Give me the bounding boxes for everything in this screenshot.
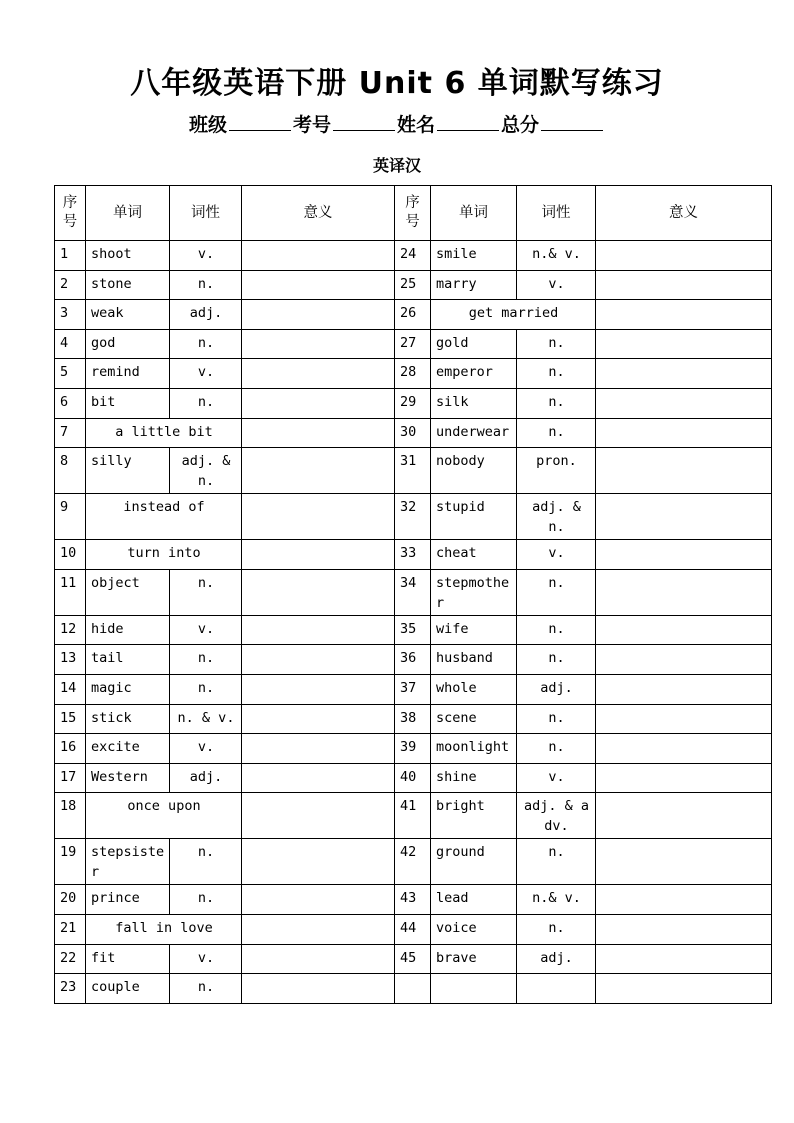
part-of-speech-cell: n. — [170, 388, 242, 418]
item-number: 3 — [55, 300, 86, 330]
meaning-answer-cell[interactable] — [242, 704, 395, 734]
meaning-answer-cell[interactable] — [242, 494, 395, 540]
part-of-speech-cell: n. — [170, 974, 242, 1004]
item-number: 7 — [55, 418, 86, 448]
part-of-speech-cell: v. — [517, 763, 596, 793]
item-number: 22 — [55, 944, 86, 974]
item-number: 8 — [55, 448, 86, 494]
meaning-answer-cell[interactable] — [242, 734, 395, 764]
part-of-speech-cell: adj. & n. — [517, 494, 596, 540]
meaning-answer-cell[interactable] — [596, 418, 772, 448]
item-number: 32 — [395, 494, 431, 540]
meaning-answer-cell[interactable] — [596, 448, 772, 494]
empty-pos-cell — [517, 974, 596, 1004]
table-row — [55, 674, 772, 704]
item-number: 5 — [55, 359, 86, 389]
word-cell: couple — [86, 974, 170, 1004]
table-row — [55, 839, 772, 885]
word-cell: magic — [86, 674, 170, 704]
part-of-speech-cell: n. — [517, 329, 596, 359]
meaning-answer-cell[interactable] — [242, 241, 395, 271]
word-cell: gold — [431, 329, 517, 359]
meaning-answer-cell[interactable] — [242, 914, 395, 944]
word-cell: hide — [86, 615, 170, 645]
word-cell: brave — [431, 944, 517, 974]
table-row — [55, 704, 772, 734]
empty-word-cell — [431, 974, 517, 1004]
part-of-speech-cell: n. & v. — [170, 704, 242, 734]
table-row — [55, 241, 772, 271]
meaning-answer-cell[interactable] — [242, 448, 395, 494]
word-cell: stupid — [431, 494, 517, 540]
table-row — [55, 494, 772, 540]
meaning-answer-cell[interactable] — [242, 793, 395, 839]
meaning-answer-cell[interactable] — [242, 674, 395, 704]
phrase-cell: instead of — [86, 494, 242, 540]
item-number: 45 — [395, 944, 431, 974]
part-of-speech-cell: n. — [170, 270, 242, 300]
item-number: 4 — [55, 329, 86, 359]
header-num-right: 序号 — [395, 186, 431, 241]
part-of-speech-cell: n. — [517, 418, 596, 448]
part-of-speech-cell: v. — [170, 359, 242, 389]
word-cell: whole — [431, 674, 517, 704]
item-number: 33 — [395, 540, 431, 570]
item-number: 37 — [395, 674, 431, 704]
item-number: 44 — [395, 914, 431, 944]
item-number: 29 — [395, 388, 431, 418]
word-cell: weak — [86, 300, 170, 330]
meaning-answer-cell[interactable] — [596, 300, 772, 330]
part-of-speech-cell: v. — [517, 270, 596, 300]
item-number: 18 — [55, 793, 86, 839]
word-cell: silly — [86, 448, 170, 494]
word-cell: stepmother — [431, 569, 517, 615]
item-number: 12 — [55, 615, 86, 645]
header-meaning-left: 意义 — [242, 186, 395, 241]
part-of-speech-cell: v. — [170, 944, 242, 974]
word-cell: excite — [86, 734, 170, 764]
word-cell: ground — [431, 839, 517, 885]
meaning-answer-cell[interactable] — [596, 615, 772, 645]
word-cell: scene — [431, 704, 517, 734]
item-number: 38 — [395, 704, 431, 734]
table-row — [55, 540, 772, 570]
part-of-speech-cell: n. — [517, 704, 596, 734]
item-number: 2 — [55, 270, 86, 300]
meaning-answer-cell[interactable] — [596, 241, 772, 271]
meaning-answer-cell[interactable] — [596, 734, 772, 764]
meaning-answer-cell[interactable] — [242, 569, 395, 615]
word-cell: fit — [86, 944, 170, 974]
meaning-answer-cell[interactable] — [596, 494, 772, 540]
meaning-answer-cell[interactable] — [596, 885, 772, 915]
meaning-answer-cell[interactable] — [596, 645, 772, 675]
phrase-cell: get married — [431, 300, 596, 330]
meaning-answer-cell[interactable] — [242, 944, 395, 974]
item-number: 34 — [395, 569, 431, 615]
part-of-speech-cell: adj. & n. — [170, 448, 242, 494]
word-cell: voice — [431, 914, 517, 944]
class-label: 班级 — [188, 114, 227, 136]
table-row — [55, 418, 772, 448]
exam-no-label: 考号 — [292, 114, 331, 136]
part-of-speech-cell: adj. & adv. — [517, 793, 596, 839]
item-number: 9 — [55, 494, 86, 540]
table-row — [55, 914, 772, 944]
score-blank[interactable] — [541, 114, 603, 131]
part-of-speech-cell: pron. — [517, 448, 596, 494]
word-cell: wife — [431, 615, 517, 645]
part-of-speech-cell: n. — [170, 674, 242, 704]
header-pos-left: 词性 — [170, 186, 242, 241]
phrase-cell: once upon — [86, 793, 242, 839]
word-cell: shoot — [86, 241, 170, 271]
meaning-answer-cell[interactable] — [596, 329, 772, 359]
meaning-answer-cell[interactable] — [596, 569, 772, 615]
part-of-speech-cell: n. — [517, 839, 596, 885]
header-num-left: 序号 — [55, 186, 86, 241]
exam-no-blank[interactable] — [333, 114, 395, 131]
part-of-speech-cell: v. — [170, 241, 242, 271]
meaning-answer-cell[interactable] — [242, 615, 395, 645]
item-number: 31 — [395, 448, 431, 494]
word-cell: moonlight — [431, 734, 517, 764]
part-of-speech-cell: n. — [517, 569, 596, 615]
word-cell: tail — [86, 645, 170, 675]
item-number: 30 — [395, 418, 431, 448]
item-number: 13 — [55, 645, 86, 675]
item-number: 6 — [55, 388, 86, 418]
item-number: 27 — [395, 329, 431, 359]
vocabulary-table — [54, 185, 772, 1004]
item-number: 20 — [55, 885, 86, 915]
meaning-answer-cell[interactable] — [596, 704, 772, 734]
table-row — [55, 388, 772, 418]
table-row — [55, 944, 772, 974]
item-number: 26 — [395, 300, 431, 330]
header-meaning-right: 意义 — [596, 186, 772, 241]
item-number: 21 — [55, 914, 86, 944]
part-of-speech-cell: n. — [517, 615, 596, 645]
meaning-answer-cell[interactable] — [596, 839, 772, 885]
item-number: 35 — [395, 615, 431, 645]
table-row — [55, 763, 772, 793]
name-blank[interactable] — [437, 114, 499, 131]
part-of-speech-cell: adj. — [170, 763, 242, 793]
item-number: 23 — [55, 974, 86, 1004]
part-of-speech-cell: adj. — [170, 300, 242, 330]
item-number: 10 — [55, 540, 86, 570]
item-number: 1 — [55, 241, 86, 271]
part-of-speech-cell: adj. — [517, 674, 596, 704]
meaning-answer-cell[interactable] — [242, 839, 395, 885]
word-cell: nobody — [431, 448, 517, 494]
empty-meaning-cell — [596, 974, 772, 1004]
part-of-speech-cell: n. — [517, 734, 596, 764]
item-number: 14 — [55, 674, 86, 704]
part-of-speech-cell: n. — [517, 388, 596, 418]
word-cell: cheat — [431, 540, 517, 570]
phrase-cell: fall in love — [86, 914, 242, 944]
part-of-speech-cell: v. — [517, 540, 596, 570]
part-of-speech-cell: v. — [170, 734, 242, 764]
table-row — [55, 569, 772, 615]
table-header-row — [55, 186, 772, 241]
meaning-answer-cell[interactable] — [596, 388, 772, 418]
item-number: 16 — [55, 734, 86, 764]
word-cell: stepsister — [86, 839, 170, 885]
word-cell: silk — [431, 388, 517, 418]
word-cell: lead — [431, 885, 517, 915]
table-row — [55, 270, 772, 300]
score-label: 总分 — [501, 114, 540, 136]
word-cell: shine — [431, 763, 517, 793]
header-word-right: 单词 — [431, 186, 517, 241]
item-number: 43 — [395, 885, 431, 915]
table-row — [55, 615, 772, 645]
word-cell: god — [86, 329, 170, 359]
part-of-speech-cell: n. — [170, 329, 242, 359]
class-blank[interactable] — [229, 114, 291, 131]
header-word-left: 单词 — [86, 186, 170, 241]
part-of-speech-cell: n. — [517, 645, 596, 675]
item-number: 15 — [55, 704, 86, 734]
item-number: 19 — [55, 839, 86, 885]
item-number: 25 — [395, 270, 431, 300]
item-number: 42 — [395, 839, 431, 885]
part-of-speech-cell: n. — [170, 569, 242, 615]
meaning-answer-cell[interactable] — [242, 300, 395, 330]
table-row — [55, 329, 772, 359]
meaning-answer-cell[interactable] — [242, 270, 395, 300]
word-cell: emperor — [431, 359, 517, 389]
item-number: 36 — [395, 645, 431, 675]
phrase-cell: turn into — [86, 540, 242, 570]
meaning-answer-cell[interactable] — [596, 540, 772, 570]
word-cell: marry — [431, 270, 517, 300]
meaning-answer-cell[interactable] — [242, 540, 395, 570]
table-row — [55, 974, 772, 1004]
page-title: 八年级英语下册 Unit 6 单词默写练习 — [130, 66, 664, 101]
word-cell: bright — [431, 793, 517, 839]
header-pos-right: 词性 — [517, 186, 596, 241]
meaning-answer-cell[interactable] — [242, 418, 395, 448]
name-label: 姓名 — [397, 114, 436, 136]
item-number: 28 — [395, 359, 431, 389]
word-cell: object — [86, 569, 170, 615]
word-cell: bit — [86, 388, 170, 418]
empty-num-cell — [395, 974, 431, 1004]
meaning-answer-cell[interactable] — [242, 974, 395, 1004]
meaning-answer-cell[interactable] — [596, 270, 772, 300]
meaning-answer-cell[interactable] — [596, 674, 772, 704]
table-row — [55, 359, 772, 389]
table-row — [55, 734, 772, 764]
word-cell: smile — [431, 241, 517, 271]
table-row — [55, 300, 772, 330]
section-title: 英译汉 — [372, 156, 421, 175]
meaning-answer-cell[interactable] — [596, 944, 772, 974]
part-of-speech-cell: n.& v. — [517, 885, 596, 915]
student-info-line — [0, 110, 794, 137]
meaning-answer-cell[interactable] — [242, 645, 395, 675]
table-row — [55, 645, 772, 675]
meaning-answer-cell[interactable] — [596, 763, 772, 793]
item-number: 39 — [395, 734, 431, 764]
meaning-answer-cell[interactable] — [242, 885, 395, 915]
part-of-speech-cell: v. — [170, 615, 242, 645]
meaning-answer-cell[interactable] — [242, 359, 395, 389]
meaning-answer-cell[interactable] — [242, 763, 395, 793]
word-cell: underwear — [431, 418, 517, 448]
item-number: 24 — [395, 241, 431, 271]
part-of-speech-cell: n. — [517, 359, 596, 389]
part-of-speech-cell: n. — [517, 914, 596, 944]
meaning-answer-cell[interactable] — [242, 329, 395, 359]
meaning-answer-cell[interactable] — [242, 388, 395, 418]
part-of-speech-cell: n. — [170, 839, 242, 885]
word-cell: stick — [86, 704, 170, 734]
phrase-cell: a little bit — [86, 418, 242, 448]
table-row — [55, 793, 772, 839]
part-of-speech-cell: n. — [170, 885, 242, 915]
table-row — [55, 885, 772, 915]
word-cell: prince — [86, 885, 170, 915]
part-of-speech-cell: n.& v. — [517, 241, 596, 271]
table-row — [55, 448, 772, 494]
word-cell: remind — [86, 359, 170, 389]
item-number: 17 — [55, 763, 86, 793]
item-number: 40 — [395, 763, 431, 793]
meaning-answer-cell[interactable] — [596, 793, 772, 839]
word-cell: Western — [86, 763, 170, 793]
word-cell: stone — [86, 270, 170, 300]
item-number: 41 — [395, 793, 431, 839]
meaning-answer-cell[interactable] — [596, 914, 772, 944]
part-of-speech-cell: adj. — [517, 944, 596, 974]
item-number: 11 — [55, 569, 86, 615]
meaning-answer-cell[interactable] — [596, 359, 772, 389]
word-cell: husband — [431, 645, 517, 675]
part-of-speech-cell: n. — [170, 645, 242, 675]
